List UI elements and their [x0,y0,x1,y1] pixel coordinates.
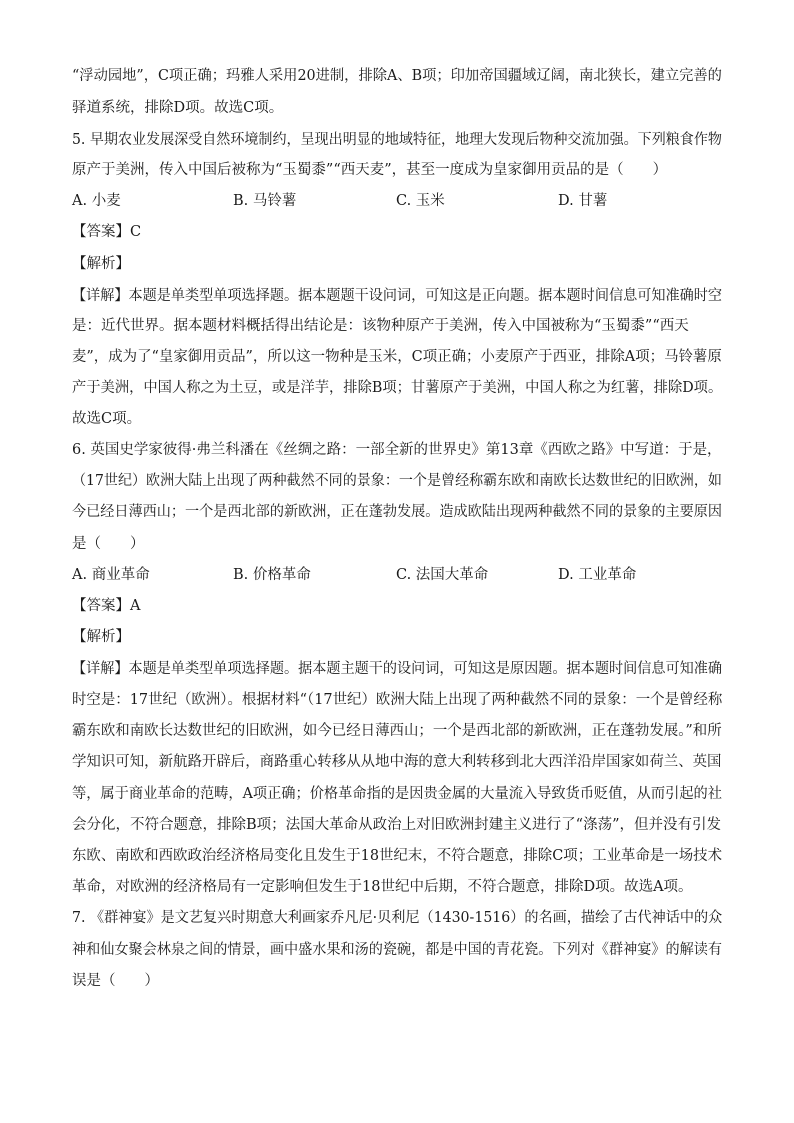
q6-detail-line-3: 霸东欧和南欧长达数世纪的旧欧洲，如今已经日薄西山；一个是西北部的新欧洲，正在蓬勃发展。”和所 [72,723,722,739]
q5-option-c: C. 玉米 [396,193,445,209]
q4-analysis-line-2: 驿道系统，排除D项。故选C项。 [72,100,284,116]
q5-option-d: D. 甘薯 [558,193,608,209]
q6-stem-line-3: 今已经日薄西山；一个是西北部的新欧洲，正在蓬勃发展。造成欧陆出现两种截然不同的景象的主要原因 [72,504,722,520]
q6-detail-line-1: 【详解】本题是单类型单项选择题。据本题主题干的设问词，可知这是原因题。据本题时间信息可知准确 [72,661,722,677]
q6-option-b: B. 价格革命 [233,567,311,583]
q6-analysis-label: 【解析】 [72,629,130,645]
q6-answer: 【答案】A [72,598,141,614]
q6-stem-line-2: （17世纪）欧洲大陆上出现了两种截然不同的景象：一个是曾经称霸东欧和南欧长达数世纪的旧欧洲，如 [72,473,722,489]
q5-detail-line-2: 是：近代世界。据本题材料概括得出结论是：该物种原产于美洲，传入中国被称为“玉蜀黍”“西天 [72,318,689,334]
q6-option-d: D. 工业革命 [558,567,637,583]
q6-detail-line-5: 等，属于商业革命的范畴，A项正确；价格革命指的是因贵金属的大量流入导致货币贬值，从而引起的社 [72,786,722,802]
q5-detail-line-3: 麦”，成为了“皇家御用贡品”，所以这一物种是玉米，C项正确；小麦原产于西亚，排除A项；马铃薯原 [72,349,722,365]
q5-detail-line-1: 【详解】本题是单类型单项选择题。据本题题干设问词，可知这是正向题。据本题时间信息可知准确时空 [72,288,722,304]
q5-detail-line-4: 产于美洲，中国人称之为土豆，或是洋芋，排除B项；甘薯原产于美洲，中国人称之为红薯，排除D项。 [72,380,723,396]
q4-analysis-line-1: “浮动园地”，C项正确；玛雅人采用20进制，排除A、B项；印加帝国疆域辽阔，南北狭长，建立完善的 [72,68,722,84]
q6-option-a: A. 商业革命 [72,567,150,583]
q5-option-a: A. 小麦 [72,193,121,209]
q6-detail-line-4: 学知识可知，新航路开辟后，商路重心转移从从地中海的意大利转移到北大西洋沿岸国家如荷兰、英国 [72,754,722,770]
q6-detail-line-8: 革命，对欧洲的经济格局有一定影响但发生于18世纪中后期，不符合题意，排除D项。故选A项。 [72,879,693,895]
q7-stem-line-1: 7. 《群神宴》是文艺复兴时期意大利画家乔凡尼·贝利尼（1430-1516）的名画，描绘了古代神话中的众 [72,910,723,926]
q6-detail-line-7: 东欧、南欧和西欧政治经济格局变化且发生于18世纪末，不符合题意，排除C项；工业革命是一场技术 [72,848,723,864]
q5-detail-line-5: 故选C项。 [72,411,142,427]
q6-detail-line-2: 时空是：17世纪（欧洲）。根据材料“（17世纪）欧洲大陆上出现了两种截然不同的景象：一个是曾经称 [72,692,723,708]
q5-option-b: B. 马铃薯 [233,193,297,209]
q7-stem-line-3: 误是（ ） [72,973,159,989]
q5-answer: 【答案】C [72,224,142,240]
q7-stem-line-2: 神和仙女聚会林泉之间的情景，画中盛水果和汤的瓷碗，都是中国的青花瓷。下列对《群神宴》的解读有 [72,942,722,958]
q5-stem-line-1: 5. 早期农业发展深受自然环境制约，呈现出明显的地域特征，地理大发现后物种交流加强。下列粮食作物 [72,132,722,148]
q5-analysis-label: 【解析】 [72,256,130,272]
q6-stem-line-4: 是（ ） [72,536,145,552]
q6-detail-line-6: 会分化，不符合题意，排除B项；法国大革命从政治上对旧欧洲封建主义进行了“涤荡”，但并没有引发 [72,817,721,833]
q6-stem-line-1: 6. 英国史学家彼得·弗兰科潘在《丝绸之路：一部全新的世界史》第13章《西欧之路》中写道：于是， [72,442,722,458]
q6-option-c: C. 法国大革命 [396,567,489,583]
q5-stem-line-2: 原产于美洲，传入中国后被称为“玉蜀黍”“西天麦”，甚至一度成为皇家御用贡品的是（ ） [72,162,668,178]
